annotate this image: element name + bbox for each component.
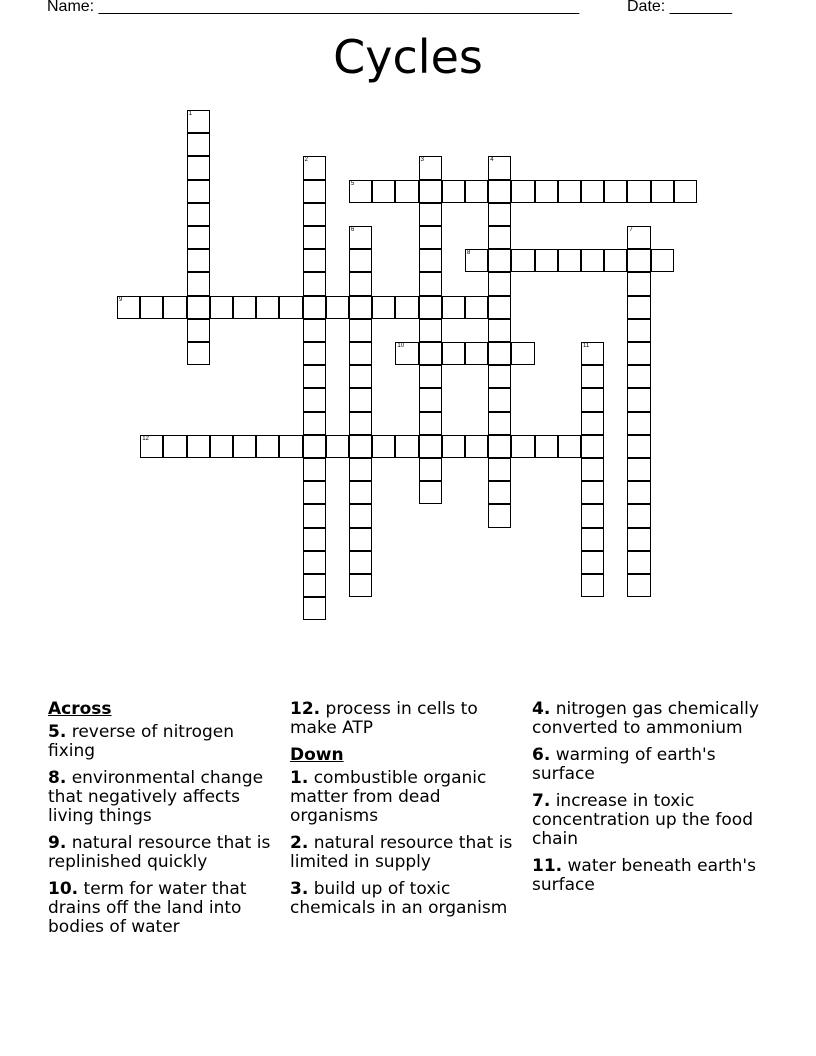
grid-cell[interactable] xyxy=(627,180,650,203)
grid-cell[interactable] xyxy=(349,435,372,458)
clue-text: term for water that drains off the land into bodies of water xyxy=(48,879,247,937)
grid-cell[interactable] xyxy=(303,342,326,365)
grid-cell[interactable] xyxy=(419,249,442,272)
grid-cell[interactable] xyxy=(303,180,326,203)
clue-number-label: 8 xyxy=(467,250,471,257)
across-heading: Across xyxy=(48,699,112,719)
clue-number-label: 1 xyxy=(188,111,192,117)
grid-cell[interactable] xyxy=(627,272,650,295)
clue-number-label: 11 xyxy=(583,343,590,349)
grid-cell[interactable] xyxy=(187,133,210,156)
grid-cell[interactable] xyxy=(558,435,581,458)
clue-number: 7. xyxy=(532,791,551,811)
grid-cell[interactable] xyxy=(349,412,372,435)
grid-cell[interactable] xyxy=(419,458,442,481)
grid-cell[interactable] xyxy=(349,319,372,342)
clue-number-label: 12 xyxy=(142,435,149,442)
grid-cell[interactable] xyxy=(535,180,558,203)
grid-cell[interactable] xyxy=(465,180,488,203)
grid-cell[interactable] xyxy=(140,296,163,319)
clue-down-3 xyxy=(290,880,526,918)
grid-cell[interactable] xyxy=(488,342,511,365)
clue-number-label: 4 xyxy=(490,157,494,164)
grid-cell[interactable] xyxy=(627,226,650,249)
grid-cell[interactable] xyxy=(349,249,372,272)
clue-down-11 xyxy=(532,857,768,895)
grid-cell[interactable] xyxy=(233,296,256,319)
grid-cell[interactable] xyxy=(627,249,650,272)
grid-cell[interactable] xyxy=(581,481,604,504)
grid-cell[interactable] xyxy=(488,504,511,527)
grid-cell[interactable] xyxy=(511,342,534,365)
grid-cell[interactable] xyxy=(627,458,650,481)
clue-across-8 xyxy=(48,769,284,826)
grid-cell[interactable] xyxy=(488,296,511,319)
grid-cell[interactable] xyxy=(419,319,442,342)
grid-cell[interactable] xyxy=(187,110,210,133)
grid-cell[interactable] xyxy=(210,435,233,458)
grid-cell[interactable] xyxy=(627,365,650,388)
grid-cell[interactable] xyxy=(442,180,465,203)
grid-cell[interactable] xyxy=(303,597,326,620)
clue-down-4 xyxy=(532,700,768,738)
clue-text: build up of toxic chemicals in an organism xyxy=(290,879,508,918)
grid-cell[interactable] xyxy=(558,249,581,272)
grid-cell[interactable] xyxy=(488,180,511,203)
clue-number: 2. xyxy=(290,833,309,853)
grid-cell[interactable] xyxy=(303,319,326,342)
grid-cell[interactable] xyxy=(303,504,326,527)
grid-cell[interactable] xyxy=(419,481,442,504)
grid-cell[interactable] xyxy=(303,365,326,388)
grid-cell[interactable] xyxy=(419,226,442,249)
grid-cell[interactable] xyxy=(303,528,326,551)
clue-number: 9. xyxy=(48,833,67,853)
clue-down-1 xyxy=(290,769,526,826)
grid-cell[interactable] xyxy=(627,319,650,342)
date-blank[interactable]: _______ xyxy=(669,0,732,15)
grid-cell[interactable] xyxy=(581,180,604,203)
grid-cell[interactable] xyxy=(465,342,488,365)
grid-cell[interactable] xyxy=(349,574,372,597)
clue-across-5 xyxy=(48,723,284,761)
clue-number-label: 6 xyxy=(351,227,355,233)
clue-text: process in cells to make ATP xyxy=(290,699,478,738)
grid-cell[interactable] xyxy=(627,504,650,527)
name-label: Name: xyxy=(47,0,95,15)
grid-cell[interactable] xyxy=(187,180,210,203)
grid-cell[interactable] xyxy=(488,388,511,411)
clue-down-7 xyxy=(532,792,768,849)
grid-cell[interactable] xyxy=(395,296,418,319)
grid-cell[interactable] xyxy=(651,180,674,203)
grid-cell[interactable] xyxy=(627,551,650,574)
grid-cell[interactable] xyxy=(581,528,604,551)
grid-cell[interactable] xyxy=(488,458,511,481)
grid-cell[interactable] xyxy=(256,296,279,319)
grid-cell[interactable] xyxy=(349,481,372,504)
grid-cell[interactable] xyxy=(488,249,511,272)
grid-cell[interactable] xyxy=(488,156,511,179)
grid-cell[interactable] xyxy=(349,458,372,481)
name-blank[interactable]: ______________________________________________________ xyxy=(98,0,580,15)
grid-cell[interactable] xyxy=(465,435,488,458)
grid-cell[interactable] xyxy=(419,180,442,203)
grid-cell[interactable] xyxy=(372,296,395,319)
clue-across-10 xyxy=(48,880,284,937)
grid-cell[interactable] xyxy=(349,272,372,295)
grid-cell[interactable] xyxy=(163,296,186,319)
grid-cell[interactable] xyxy=(303,296,326,319)
grid-cell[interactable] xyxy=(419,342,442,365)
clue-text: environmental change that negatively affects living things xyxy=(48,768,264,826)
grid-cell[interactable] xyxy=(442,435,465,458)
grid-cell[interactable] xyxy=(349,551,372,574)
grid-cell[interactable] xyxy=(442,296,465,319)
grid-cell[interactable] xyxy=(349,504,372,527)
clue-number-label: 10 xyxy=(397,343,405,349)
clue-number-label: 7 xyxy=(629,227,633,233)
grid-cell[interactable] xyxy=(488,319,511,342)
grid-cell[interactable] xyxy=(419,388,442,411)
clue-text: warming of earth's surface xyxy=(532,745,716,784)
clues-column-3 xyxy=(532,700,768,903)
clue-number-label: 9 xyxy=(119,296,123,303)
grid-cell[interactable] xyxy=(303,435,326,458)
grid-cell[interactable] xyxy=(210,296,233,319)
clue-text: reverse of nitrogen fixing xyxy=(48,722,234,761)
grid-cell[interactable] xyxy=(581,458,604,481)
clue-number: 3. xyxy=(290,879,309,899)
grid-cell[interactable] xyxy=(651,249,674,272)
grid-cell[interactable] xyxy=(395,435,418,458)
grid-cell[interactable] xyxy=(511,435,534,458)
grid-cell[interactable] xyxy=(187,203,210,226)
grid-cell[interactable] xyxy=(581,504,604,527)
grid-cell[interactable] xyxy=(627,528,650,551)
page-title: Cycles xyxy=(333,30,483,84)
grid-cell[interactable] xyxy=(326,435,349,458)
grid-cell[interactable] xyxy=(627,574,650,597)
grid-cell[interactable] xyxy=(488,435,511,458)
grid-cell[interactable] xyxy=(187,342,210,365)
grid-cell[interactable] xyxy=(349,226,372,249)
grid-cell[interactable] xyxy=(187,156,210,179)
grid-cell[interactable] xyxy=(581,551,604,574)
grid-cell[interactable] xyxy=(303,458,326,481)
grid-cell[interactable] xyxy=(627,412,650,435)
grid-cell[interactable] xyxy=(581,574,604,597)
grid-cell[interactable] xyxy=(488,272,511,295)
grid-cell[interactable] xyxy=(349,528,372,551)
grid-cell[interactable] xyxy=(303,203,326,226)
clue-number-label: 5 xyxy=(351,180,355,187)
clue-across-9 xyxy=(48,834,284,872)
grid-cell[interactable] xyxy=(349,296,372,319)
grid-cell[interactable] xyxy=(581,365,604,388)
grid-cell[interactable] xyxy=(187,226,210,249)
grid-cell[interactable] xyxy=(488,226,511,249)
date-label: Date: xyxy=(627,0,666,15)
clue-number: 5. xyxy=(48,722,67,742)
grid-cell[interactable] xyxy=(279,435,302,458)
grid-cell[interactable] xyxy=(303,226,326,249)
clue-number: 8. xyxy=(48,768,67,788)
grid-cell[interactable] xyxy=(419,272,442,295)
grid-cell[interactable] xyxy=(303,156,326,179)
grid-cell[interactable] xyxy=(558,180,581,203)
grid-cell[interactable] xyxy=(303,481,326,504)
grid-cell[interactable] xyxy=(187,435,210,458)
grid-cell[interactable] xyxy=(187,296,210,319)
grid-cell[interactable] xyxy=(303,412,326,435)
grid-cell[interactable] xyxy=(488,412,511,435)
grid-cell[interactable] xyxy=(419,435,442,458)
grid-cell[interactable] xyxy=(465,249,488,272)
grid-cell[interactable] xyxy=(442,342,465,365)
grid-cell[interactable] xyxy=(303,551,326,574)
grid-cell[interactable] xyxy=(535,249,558,272)
clue-text: natural resource that is limited in supply xyxy=(290,833,513,872)
grid-cell[interactable] xyxy=(303,272,326,295)
grid-cell[interactable] xyxy=(581,388,604,411)
grid-cell[interactable] xyxy=(349,388,372,411)
grid-cell[interactable] xyxy=(372,435,395,458)
clue-number: 1. xyxy=(290,768,309,788)
grid-cell[interactable] xyxy=(187,272,210,295)
clue-down-2 xyxy=(290,834,526,872)
grid-cell[interactable] xyxy=(349,365,372,388)
grid-cell[interactable] xyxy=(187,319,210,342)
grid-cell[interactable] xyxy=(140,435,163,458)
grid-cell[interactable] xyxy=(349,180,372,203)
grid-cell[interactable] xyxy=(511,249,534,272)
grid-cell[interactable] xyxy=(303,388,326,411)
grid-cell[interactable] xyxy=(187,249,210,272)
grid-cell[interactable] xyxy=(419,296,442,319)
clue-text: increase in toxic concentration up the food chain xyxy=(532,791,753,849)
grid-cell[interactable] xyxy=(627,481,650,504)
grid-cell[interactable] xyxy=(117,296,140,319)
clue-text: nitrogen gas chemically converted to ammonium xyxy=(532,699,759,738)
clue-number: 4. xyxy=(532,699,551,719)
grid-cell[interactable] xyxy=(581,435,604,458)
grid-cell[interactable] xyxy=(604,180,627,203)
grid-cell[interactable] xyxy=(581,412,604,435)
grid-cell[interactable] xyxy=(419,203,442,226)
clue-text: water beneath earth's surface xyxy=(532,856,756,895)
clue-down-6 xyxy=(532,746,768,784)
grid-cell[interactable] xyxy=(279,296,302,319)
grid-cell[interactable] xyxy=(326,296,349,319)
grid-cell[interactable] xyxy=(627,435,650,458)
clue-number-label: 2 xyxy=(304,157,308,164)
grid-cell[interactable] xyxy=(303,249,326,272)
grid-cell[interactable] xyxy=(627,296,650,319)
grid-cell[interactable] xyxy=(419,365,442,388)
clues-column-1 xyxy=(48,700,284,945)
clue-number: 11. xyxy=(532,856,563,876)
down-heading: Down xyxy=(290,745,344,765)
grid-cell[interactable] xyxy=(674,180,697,203)
grid-cell[interactable] xyxy=(395,342,418,365)
clue-number: 10. xyxy=(48,879,79,899)
grid-cell[interactable] xyxy=(372,180,395,203)
grid-cell[interactable] xyxy=(419,412,442,435)
grid-cell[interactable] xyxy=(535,435,558,458)
grid-cell[interactable] xyxy=(256,435,279,458)
grid-cell[interactable] xyxy=(488,365,511,388)
grid-cell[interactable] xyxy=(511,180,534,203)
grid-cell[interactable] xyxy=(627,388,650,411)
grid-cell[interactable] xyxy=(627,342,650,365)
grid-cell[interactable] xyxy=(303,574,326,597)
grid-cell[interactable] xyxy=(488,481,511,504)
grid-cell[interactable] xyxy=(395,180,418,203)
grid-cell[interactable] xyxy=(349,342,372,365)
grid-cell[interactable] xyxy=(419,156,442,179)
grid-cell[interactable] xyxy=(465,296,488,319)
clue-text: natural resource that is replinished quickly xyxy=(48,833,271,872)
grid-cell[interactable] xyxy=(488,203,511,226)
clues-column-2 xyxy=(290,700,526,926)
grid-cell[interactable] xyxy=(233,435,256,458)
grid-cell[interactable] xyxy=(163,435,186,458)
clue-number: 6. xyxy=(532,745,551,765)
clue-text: combustible organic matter from dead organisms xyxy=(290,768,487,826)
grid-cell[interactable] xyxy=(604,249,627,272)
grid-cell[interactable] xyxy=(581,249,604,272)
clue-number: 12. xyxy=(290,699,321,719)
grid-cell[interactable] xyxy=(581,342,604,365)
clue-across-12 xyxy=(290,700,526,738)
clue-number-label: 3 xyxy=(420,157,424,164)
